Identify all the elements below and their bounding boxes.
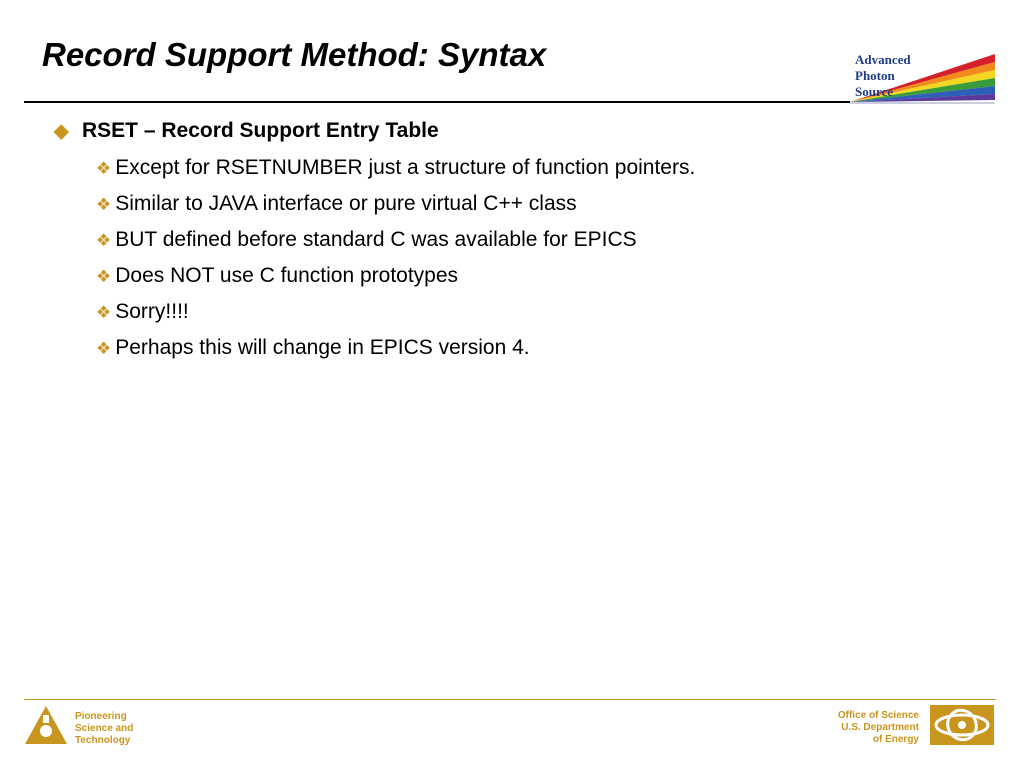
sub-bullet	[96, 192, 577, 216]
sub-bullet	[96, 300, 189, 324]
footer-right-text	[838, 710, 919, 746]
four-diamond-bullet-icon: ❖	[96, 267, 112, 286]
sub-bullet-text: BUT defined before standard C was available for EPICS	[115, 228, 637, 251]
footer-left-line: Technology	[75, 735, 131, 746]
aps-logo-text	[855, 52, 911, 100]
four-diamond-bullet-icon: ❖	[96, 159, 112, 178]
footer-left-line: Science and	[75, 723, 134, 734]
sub-bullet	[96, 156, 695, 180]
title-divider	[24, 101, 850, 103]
slide-title: Record Support Method: Syntax	[42, 36, 547, 73]
sub-bullet-text: Except for RSETNUMBER just a structure of function pointers.	[115, 156, 696, 179]
footer-divider	[24, 699, 996, 700]
sub-bullet	[96, 228, 637, 252]
diamond-bullet-icon: ◆	[54, 121, 69, 142]
aps-logo	[850, 50, 995, 106]
sub-bullet	[96, 336, 530, 360]
argonne-triangle-icon	[24, 704, 68, 746]
four-diamond-bullet-icon: ❖	[96, 339, 112, 358]
four-diamond-bullet-icon: ❖	[96, 303, 112, 322]
main-bullet-text: RSET – Record Support Entry Table	[82, 119, 439, 142]
four-diamond-bullet-icon: ❖	[96, 195, 112, 214]
doe-atom-icon	[930, 705, 994, 745]
footer-left-line: Pioneering	[75, 711, 127, 722]
aps-logo-line: Advanced	[855, 52, 911, 67]
main-bullet	[54, 119, 439, 143]
footer-left-text	[75, 711, 133, 747]
sub-bullet-text: Sorry!!!!	[115, 300, 189, 323]
four-diamond-bullet-icon: ❖	[96, 231, 112, 250]
sub-bullet	[96, 264, 458, 288]
aps-logo-line: Photon	[855, 68, 895, 83]
footer-right-line: Office of Science	[837, 710, 919, 721]
sub-bullet-text: Similar to JAVA interface or pure virtual C++ class	[115, 192, 577, 215]
footer-right-line: U.S. Department	[841, 722, 919, 733]
sub-bullet-text: Perhaps this will change in EPICS version 4.	[115, 336, 530, 359]
aps-logo-line: Source	[855, 84, 894, 99]
footer-right-line: of Energy	[872, 734, 919, 745]
sub-bullet-text: Does NOT use C function prototypes	[115, 264, 459, 287]
